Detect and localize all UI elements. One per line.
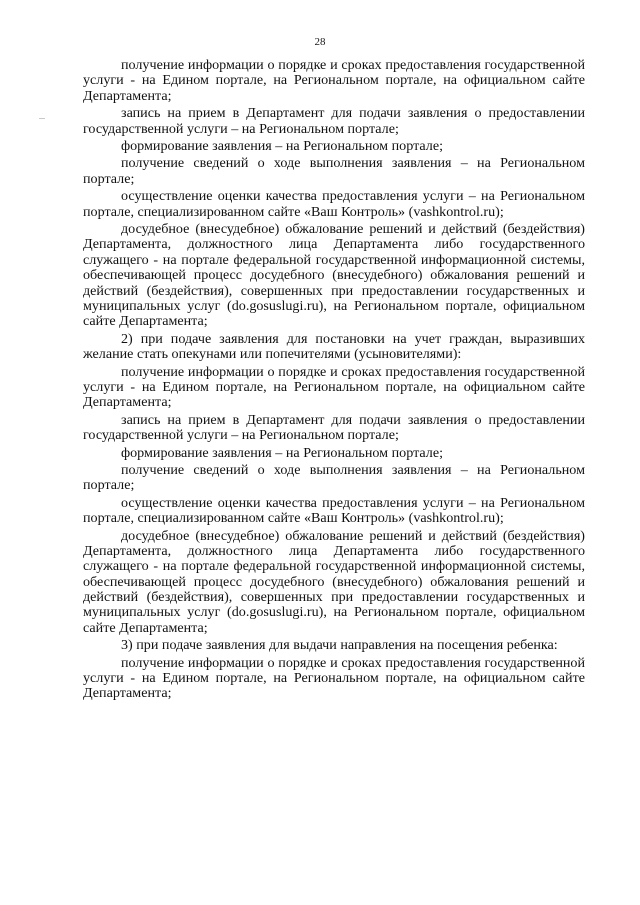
- paragraph: досудебное (внесудебное) обжалование решений и действий (бездействия) Департамента, должностного лица Департамента либо государственного служащего - на портале федеральной государственной информационной системы, обеспечивающей процесс досудебного (внесудебного) обжалования решений и действий (бездействия), совершенных при предоставлении государственных и муниципальных услуг (do.gosuslugi.ru), на Региональном портале, официальном сайте Департамента;: [83, 221, 585, 330]
- paragraph: получение информации о порядке и сроках предоставления государственной услуги - на Едином портале, на Региональном портале, на официальном сайте Департамента;: [83, 654, 585, 702]
- paragraph: получение информации о порядке и сроках предоставления государственной услуги - на Едином портале, на Региональном портале, на официальном сайте Департамента;: [83, 363, 585, 411]
- paragraph: формирование заявления – на Региональном портале;: [121, 138, 443, 154]
- paragraph: получение сведений о ходе выполнения заявления – на Региональном портале;: [83, 155, 585, 187]
- margin-mark: [39, 118, 45, 119]
- document-body: [83, 58, 585, 704]
- paragraph: осуществление оценки качества предоставления услуги – на Региональном портале, специализированном сайте «Ваш Контроль» (vashkontrol.ru);: [83, 494, 585, 527]
- paragraph: 2) при подаче заявления для постановки на учет граждан, выразивших желание стать опекунами или попечителями (усыновителями):: [83, 330, 585, 363]
- page-number: 28: [314, 36, 326, 48]
- paragraph: запись на прием в Департамент для подачи заявления о предоставлении государственной услуги – на Региональном портале;: [83, 105, 585, 137]
- paragraph: 3) при подаче заявления для выдачи направления на посещения ребенка:: [121, 637, 558, 654]
- paragraph: досудебное (внесудебное) обжалование решений и действий (бездействия) Департамента, должностного лица Департамента либо государственного служащего - на портале федеральной государственной информационной системы, обеспечивающей процесс досудебного (внесудебного) обжалования решений и действий (бездействия), совершенных при предоставлении государственных и муниципальных услуг (do.gosuslugi.ru), на Региональном портале, официальном сайте Департамента;: [83, 527, 585, 636]
- paragraph: запись на прием в Департамент для подачи заявления о предоставлении государственной услуги – на Региональном портале;: [83, 411, 585, 444]
- paragraph: осуществление оценки качества предоставления услуги – на Региональном портале, специализированном сайте «Ваш Контроль» (vashkontrol.ru);: [83, 188, 585, 220]
- paragraph: получение сведений о ходе выполнения заявления – на Региональном портале;: [83, 462, 585, 494]
- paragraph: получение информации о порядке и сроках предоставления государственной услуги - на Едином портале, на Региональном портале, на официальном сайте Департамента;: [83, 57, 585, 104]
- paragraph: формирование заявления – на Региональном портале;: [121, 444, 443, 461]
